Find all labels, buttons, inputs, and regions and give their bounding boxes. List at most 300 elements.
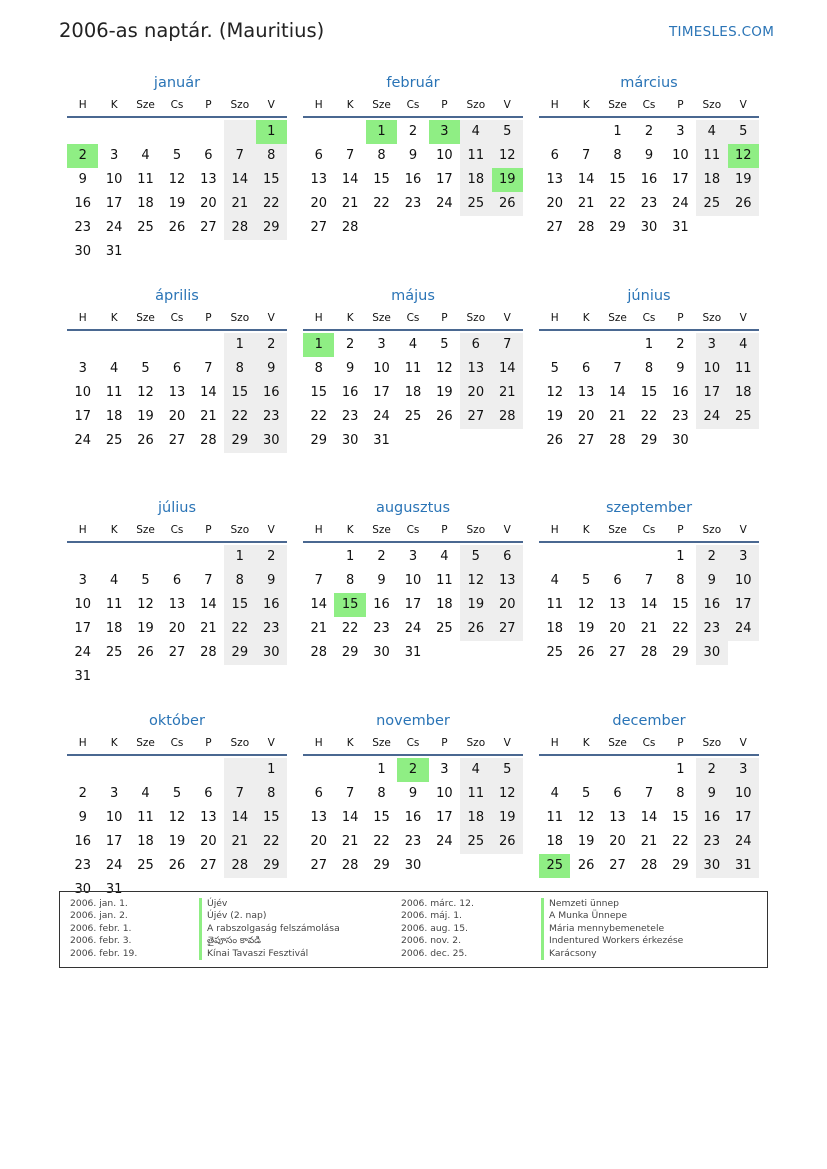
day-cell: 18 xyxy=(105,621,123,636)
day-cell: 28 xyxy=(310,645,327,660)
day-cell: 5 xyxy=(440,336,449,352)
empty-cell xyxy=(570,545,601,569)
day-cell: 23 xyxy=(672,408,689,424)
day-cell: 11 xyxy=(137,172,154,187)
month-name: április xyxy=(155,287,199,304)
day-cell: 26 xyxy=(492,830,523,854)
day-cell: 8 xyxy=(224,569,255,593)
day-cell: 16 xyxy=(256,381,287,405)
day-cell: 10 xyxy=(105,809,123,825)
empty-cell xyxy=(130,240,161,264)
day-cell: 9 xyxy=(377,573,386,588)
holiday-name: Nemzeti ünnep xyxy=(541,898,683,910)
empty-cell xyxy=(429,429,460,453)
weekday-label: P xyxy=(441,524,448,536)
month-name: május xyxy=(391,287,435,304)
weekday-label: Sze xyxy=(136,311,155,324)
day-cell: 12 xyxy=(168,172,186,187)
weekday-label: Szo xyxy=(230,736,250,749)
day-cell: 21 xyxy=(640,621,658,636)
weekday-label: Sze xyxy=(136,99,155,111)
day-cell: 24 xyxy=(105,220,123,235)
day-cell: 28 xyxy=(609,432,626,448)
day-cell: 5 xyxy=(581,573,591,588)
site-link[interactable]: TIMESLES.COM xyxy=(669,24,775,40)
empty-cell xyxy=(130,665,161,689)
weekday-label: Cs xyxy=(170,99,184,111)
day-cell: 6 xyxy=(314,148,323,163)
day-cell: 3 xyxy=(696,333,727,357)
month-7 xyxy=(303,497,523,710)
day-cell: 15 xyxy=(256,168,287,192)
day-cell: 23 xyxy=(640,196,658,211)
day-cell: 18 xyxy=(546,621,563,636)
empty-cell xyxy=(67,545,98,569)
weekday-header xyxy=(539,519,759,543)
day-cell: 3 xyxy=(408,549,418,564)
empty-cell xyxy=(492,429,523,453)
day-cell: 11 xyxy=(137,809,154,825)
day-cell: 28 xyxy=(224,854,255,878)
weekday-label: H xyxy=(314,524,323,536)
day-cell: 12 xyxy=(492,782,523,806)
day-cell: 30 xyxy=(74,244,91,259)
month-name: december xyxy=(612,712,686,729)
empty-cell xyxy=(460,216,491,240)
day-cell: 25 xyxy=(105,432,123,448)
day-cell: 5 xyxy=(141,573,150,588)
day-cell: 5 xyxy=(460,545,491,569)
day-cell: 28 xyxy=(224,216,255,240)
empty-cell xyxy=(728,641,759,665)
empty-cell xyxy=(633,545,664,569)
empty-cell xyxy=(161,545,192,569)
weekday-label: K xyxy=(110,736,118,749)
day-cell: 13 xyxy=(546,172,563,187)
day-cell: 5 xyxy=(492,758,523,782)
empty-cell xyxy=(130,120,161,144)
empty-cell xyxy=(224,758,255,782)
day-cell: 2 xyxy=(345,336,355,352)
month-5 xyxy=(539,285,759,498)
day-cell: 7 xyxy=(613,360,622,376)
day-cell: 15 xyxy=(672,597,689,612)
day-cell: 1 xyxy=(613,124,622,139)
day-cell: 22 xyxy=(224,405,255,429)
weekday-label: Cs xyxy=(170,736,184,749)
day-grid xyxy=(539,758,759,878)
empty-cell xyxy=(460,854,491,878)
day-cell: 6 xyxy=(492,545,523,569)
day-cell: 28 xyxy=(341,857,359,873)
day-cell: 16 xyxy=(256,593,287,617)
day-grid xyxy=(67,545,287,689)
day-cell: 29 xyxy=(224,429,255,453)
day-cell: 17 xyxy=(696,381,727,405)
empty-cell xyxy=(193,665,224,689)
day-cell: 2 xyxy=(644,124,654,139)
day-cell: 17 xyxy=(74,408,91,424)
day-cell: 5 xyxy=(172,148,182,163)
day-cell: 26 xyxy=(460,617,491,641)
empty-cell xyxy=(193,333,224,357)
day-cell: 3 xyxy=(440,761,449,777)
empty-cell xyxy=(224,665,255,689)
day-cell: 7 xyxy=(345,148,355,163)
day-grid xyxy=(539,120,759,240)
day-cell: 29 xyxy=(310,432,327,448)
day-cell: 10 xyxy=(728,782,759,806)
day-cell: 3 xyxy=(676,124,685,139)
day-cell: 30 xyxy=(696,641,727,665)
empty-cell xyxy=(98,333,129,357)
weekday-label: K xyxy=(582,99,590,111)
weekday-label: K xyxy=(582,736,590,749)
weekday-label: Cs xyxy=(406,736,420,749)
weekday-label: H xyxy=(78,736,87,749)
day-grid xyxy=(539,545,759,665)
day-cell: 12 xyxy=(546,384,563,400)
day-cell: 20 xyxy=(200,196,217,211)
weekday-label: K xyxy=(110,311,118,324)
day-cell: 9 xyxy=(644,148,654,163)
day-cell: 7 xyxy=(224,782,255,806)
day-cell: 11 xyxy=(460,144,491,168)
day-cell: 25 xyxy=(137,857,154,873)
day-cell: 14 xyxy=(200,597,217,612)
month-3 xyxy=(67,285,287,498)
day-cell: 20 xyxy=(200,833,217,849)
holiday-date: 2006. máj. 1. xyxy=(401,910,462,922)
day-cell: 9 xyxy=(696,782,727,806)
day-cell: 7 xyxy=(644,785,654,801)
day-cell: 27 xyxy=(492,617,523,641)
holiday-list xyxy=(59,891,768,968)
day-cell: 7 xyxy=(345,785,355,801)
weekday-label: Cs xyxy=(642,736,656,749)
day-cell: 16 xyxy=(696,593,727,617)
month-name: november xyxy=(376,712,450,729)
weekday-label: P xyxy=(677,524,684,536)
weekday-label: Cs xyxy=(406,99,420,111)
day-cell: 29 xyxy=(341,645,359,660)
empty-cell xyxy=(130,758,161,782)
weekday-label: H xyxy=(78,99,87,111)
weekday-label: H xyxy=(314,311,323,324)
day-cell: 20 xyxy=(609,833,626,849)
holiday-date: 2006. febr. 19. xyxy=(70,947,138,959)
day-cell: 23 xyxy=(74,220,91,235)
day-cell: 14 xyxy=(341,172,359,187)
weekday-label: V xyxy=(503,524,511,536)
weekday-label: K xyxy=(346,736,354,749)
day-cell: 7 xyxy=(314,573,323,588)
day-cell: 24 xyxy=(436,833,453,849)
day-cell: 8 xyxy=(256,782,287,806)
day-grid xyxy=(303,120,523,240)
empty-cell xyxy=(193,240,224,264)
day-cell: 25 xyxy=(404,408,422,424)
day-cell: 1 xyxy=(303,333,334,357)
day-cell: 6 xyxy=(460,333,491,357)
day-cell: 19 xyxy=(137,408,154,424)
weekday-label: V xyxy=(267,736,275,749)
day-grid xyxy=(67,120,287,264)
day-cell: 6 xyxy=(314,785,323,801)
day-cell: 30 xyxy=(256,641,287,665)
empty-cell xyxy=(460,429,491,453)
day-cell: 14 xyxy=(224,806,255,830)
holiday-name: Kínai Tavaszi Fesztivál xyxy=(199,948,340,960)
month-name: július xyxy=(157,500,197,516)
day-cell: 23 xyxy=(373,621,390,636)
day-cell: 15 xyxy=(373,809,390,825)
day-cell: 31 xyxy=(105,244,123,259)
day-cell: 26 xyxy=(728,192,759,216)
day-cell: 27 xyxy=(546,220,563,235)
day-cell: 1 xyxy=(224,333,255,357)
empty-cell xyxy=(492,854,523,878)
day-cell: 11 xyxy=(105,597,123,612)
empty-cell xyxy=(161,665,192,689)
empty-cell xyxy=(67,333,98,357)
day-cell: 25 xyxy=(460,830,491,854)
holiday-dates-column xyxy=(70,898,137,960)
day-cell: 8 xyxy=(644,360,654,376)
day-cell: 10 xyxy=(105,172,123,187)
month-name: január xyxy=(153,75,201,91)
day-cell: 20 xyxy=(168,408,186,424)
weekday-label: P xyxy=(205,311,212,324)
day-cell: 19 xyxy=(577,621,595,636)
weekday-header xyxy=(303,94,523,118)
day-cell: 24 xyxy=(696,405,727,429)
holiday-date: 2006. nov. 2. xyxy=(401,935,461,947)
month-name: február xyxy=(386,75,440,91)
weekday-label: V xyxy=(739,99,747,111)
day-cell: 7 xyxy=(644,573,654,588)
empty-cell xyxy=(397,429,428,453)
holiday-date: 2006. febr. 3. xyxy=(70,935,132,947)
weekday-label: Cs xyxy=(406,311,420,324)
day-cell: 19 xyxy=(436,384,453,400)
weekday-label: Cs xyxy=(170,311,184,324)
weekday-label: V xyxy=(739,736,747,749)
day-cell: 10 xyxy=(74,384,91,400)
weekday-label: H xyxy=(550,524,559,536)
day-cell: 3 xyxy=(78,360,87,376)
day-cell: 13 xyxy=(609,809,626,825)
day-cell: 3 xyxy=(429,120,460,144)
weekday-label: H xyxy=(550,736,559,749)
day-cell: 22 xyxy=(341,621,359,636)
weekday-label: K xyxy=(346,524,354,536)
day-cell: 22 xyxy=(373,833,390,849)
weekday-label: Szo xyxy=(702,311,722,324)
day-cell: 28 xyxy=(640,857,658,873)
day-cell: 8 xyxy=(676,573,685,588)
day-cell: 20 xyxy=(546,196,563,211)
holiday-date: 2006. febr. 1. xyxy=(70,922,132,934)
weekday-label: H xyxy=(550,99,559,111)
weekday-header xyxy=(67,519,287,543)
day-cell: 9 xyxy=(696,569,727,593)
day-cell: 17 xyxy=(373,384,390,400)
day-cell: 16 xyxy=(672,384,689,400)
day-cell: 8 xyxy=(676,785,685,801)
empty-cell xyxy=(193,758,224,782)
day-cell: 25 xyxy=(728,405,759,429)
weekday-label: V xyxy=(267,524,275,536)
empty-cell xyxy=(696,216,727,240)
day-cell: 16 xyxy=(341,384,359,400)
day-cell: 15 xyxy=(310,384,327,400)
day-cell: 9 xyxy=(78,809,87,825)
empty-cell xyxy=(492,216,523,240)
day-cell: 14 xyxy=(200,384,217,400)
holiday-name: A Munka Ünnepe xyxy=(541,910,683,922)
day-cell: 6 xyxy=(581,360,591,376)
day-cell: 23 xyxy=(404,833,422,849)
empty-cell xyxy=(429,641,460,665)
holiday-name: Újév xyxy=(199,898,340,910)
empty-cell xyxy=(256,240,287,264)
day-cell: 21 xyxy=(640,833,658,849)
weekday-label: H xyxy=(314,736,323,749)
day-cell: 13 xyxy=(168,597,186,612)
day-cell: 21 xyxy=(341,196,359,211)
day-cell: 11 xyxy=(436,573,453,588)
day-cell: 6 xyxy=(172,360,182,376)
day-cell: 24 xyxy=(672,196,689,211)
day-cell: 28 xyxy=(200,645,217,660)
empty-cell xyxy=(130,545,161,569)
day-cell: 25 xyxy=(546,645,563,660)
day-cell: 16 xyxy=(373,597,390,612)
day-cell: 1 xyxy=(256,758,287,782)
weekday-label: V xyxy=(267,311,275,324)
empty-cell xyxy=(570,333,601,357)
weekday-label: K xyxy=(346,99,354,111)
day-cell: 4 xyxy=(141,785,150,801)
day-cell: 19 xyxy=(492,806,523,830)
day-cell: 26 xyxy=(492,192,523,216)
day-cell: 19 xyxy=(137,621,154,636)
day-cell: 1 xyxy=(676,761,685,777)
month-0 xyxy=(67,72,287,285)
day-cell: 12 xyxy=(168,809,186,825)
day-cell: 14 xyxy=(640,809,658,825)
day-cell: 24 xyxy=(373,408,390,424)
day-cell: 11 xyxy=(696,144,727,168)
day-cell: 27 xyxy=(200,220,217,235)
day-cell: 2 xyxy=(377,549,386,564)
day-cell: 2 xyxy=(78,785,87,801)
day-cell: 8 xyxy=(224,357,255,381)
day-cell: 30 xyxy=(404,857,422,873)
day-cell: 7 xyxy=(492,333,523,357)
weekday-label: P xyxy=(677,99,684,111)
day-cell: 23 xyxy=(404,196,422,211)
day-cell: 14 xyxy=(640,597,658,612)
day-cell: 23 xyxy=(256,405,287,429)
day-cell: 26 xyxy=(137,432,154,448)
day-cell: 12 xyxy=(137,384,154,400)
day-cell: 14 xyxy=(341,809,359,825)
weekday-label: Sze xyxy=(608,524,627,536)
day-cell: 25 xyxy=(436,621,453,636)
holiday-dates-column xyxy=(401,898,474,960)
day-cell: 22 xyxy=(609,196,626,211)
day-cell: 18 xyxy=(460,168,491,192)
day-cell: 23 xyxy=(341,408,359,424)
day-cell: 20 xyxy=(577,408,595,424)
holiday-date: 2006. jan. 1. xyxy=(70,898,128,909)
holiday-names-column xyxy=(199,898,340,960)
day-cell: 15 xyxy=(256,806,287,830)
weekday-label: P xyxy=(441,311,448,324)
day-cell: 29 xyxy=(640,432,658,448)
weekday-label: Cs xyxy=(642,524,656,536)
day-cell: 21 xyxy=(200,621,217,636)
day-cell: 17 xyxy=(672,172,689,187)
day-cell: 4 xyxy=(728,333,759,357)
day-cell: 28 xyxy=(640,645,658,660)
weekday-label: P xyxy=(205,524,212,536)
day-cell: 9 xyxy=(78,172,87,187)
day-cell: 28 xyxy=(341,220,359,235)
day-cell: 26 xyxy=(137,645,154,660)
weekday-label: Cs xyxy=(642,99,656,111)
weekday-label: Cs xyxy=(406,524,420,536)
empty-cell xyxy=(366,216,397,240)
empty-cell xyxy=(130,333,161,357)
day-cell: 27 xyxy=(577,432,595,448)
day-cell: 19 xyxy=(460,593,491,617)
day-cell: 6 xyxy=(204,785,213,801)
day-cell: 9 xyxy=(408,148,418,163)
day-cell: 10 xyxy=(672,148,689,163)
empty-cell xyxy=(492,641,523,665)
weekday-label: H xyxy=(550,311,559,324)
day-cell: 1 xyxy=(366,120,397,144)
day-cell: 29 xyxy=(672,857,689,873)
day-cell: 6 xyxy=(204,148,213,163)
empty-cell xyxy=(161,240,192,264)
month-name: augusztus xyxy=(375,500,451,516)
day-cell: 5 xyxy=(581,785,591,801)
day-cell: 8 xyxy=(345,573,355,588)
day-cell: 10 xyxy=(728,569,759,593)
empty-cell xyxy=(303,545,334,569)
day-cell: 31 xyxy=(105,881,123,897)
day-cell: 4 xyxy=(460,758,491,782)
day-cell: 11 xyxy=(105,384,123,400)
day-cell: 20 xyxy=(168,621,186,636)
empty-cell xyxy=(98,120,129,144)
holiday-name: తైపూసం కావడి xyxy=(199,935,340,947)
day-cell: 5 xyxy=(141,360,150,376)
empty-cell xyxy=(334,120,365,144)
day-cell: 16 xyxy=(404,809,422,825)
day-cell: 15 xyxy=(224,593,255,617)
day-cell: 24 xyxy=(436,196,453,211)
day-cell: 28 xyxy=(577,220,595,235)
empty-cell xyxy=(602,758,633,782)
day-cell: 17 xyxy=(105,196,123,211)
empty-cell xyxy=(728,216,759,240)
day-cell: 24 xyxy=(404,621,422,636)
